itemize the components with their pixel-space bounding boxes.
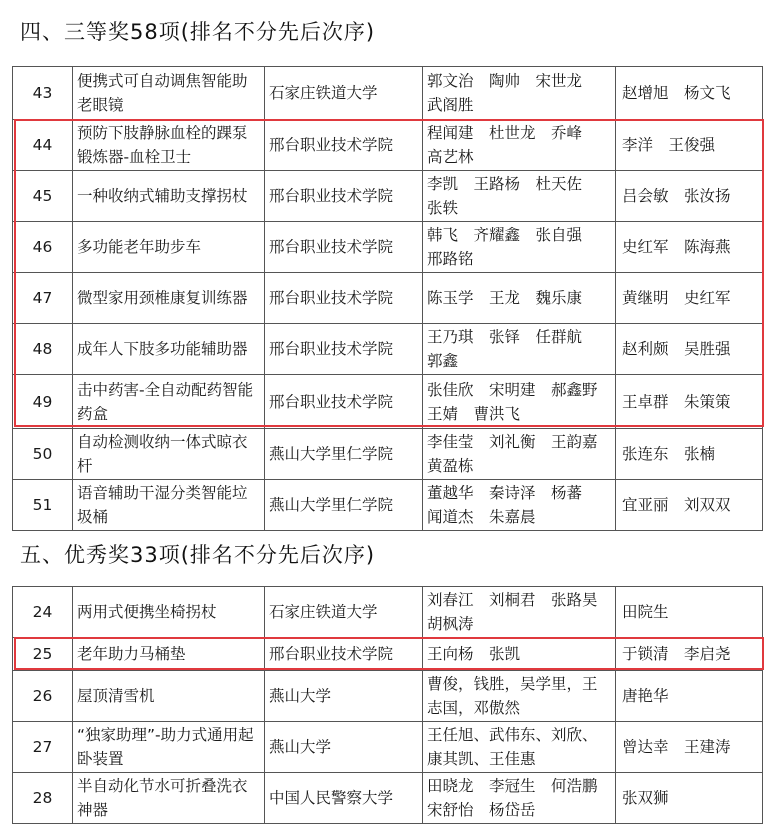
table-row (13, 773, 763, 824)
advisors: 李洋 王俊强 (616, 120, 763, 171)
school-name: 燕山大学 (265, 671, 423, 722)
team-members: 王乃琪 张铎 任群航 郭鑫 (423, 324, 616, 375)
school-name: 邢台职业技术学院 (265, 324, 423, 375)
project-name: 自动检测收纳一体式晾衣杆 (73, 429, 265, 480)
table-row (13, 273, 763, 324)
award-number: 25 (13, 638, 73, 671)
school-name: 邢台职业技术学院 (265, 222, 423, 273)
school-name: 燕山大学里仁学院 (265, 429, 423, 480)
advisors: 黄继明 史红军 (616, 273, 763, 324)
project-name: 成年人下肢多功能辅助器 (73, 324, 265, 375)
section-3-heading: 四、三等奖58项(排名不分先后次序) (20, 20, 376, 44)
section-5-heading: 五、优秀奖33项(排名不分先后次序) (20, 543, 376, 567)
advisors: 张双狮 (616, 773, 763, 824)
team-members: 李凯 王路杨 杜天佐 张轶 (423, 171, 616, 222)
table-row (13, 587, 763, 638)
project-name: 语音辅助干湿分类智能垃圾桶 (73, 480, 265, 531)
project-name: “独家助理”-助力式通用起卧装置 (73, 722, 265, 773)
advisors: 史红军 陈海燕 (616, 222, 763, 273)
project-name: 便携式可自动调焦智能助老眼镜 (73, 67, 265, 120)
table-row (13, 67, 763, 120)
school-name: 邢台职业技术学院 (265, 638, 423, 671)
team-members: 张佳欣 宋明建 郝鑫野 王婧 曹洪飞 (423, 375, 616, 429)
school-name: 中国人民警察大学 (265, 773, 423, 824)
table-row (13, 480, 763, 531)
advisors: 张连东 张楠 (616, 429, 763, 480)
award-number: 47 (13, 273, 73, 324)
project-name: 击中药害-全自动配药智能药盒 (73, 375, 265, 429)
school-name: 石家庄铁道大学 (265, 587, 423, 638)
table-row (13, 222, 763, 273)
team-members: 韩飞 齐耀鑫 张自强 邢路铭 (423, 222, 616, 273)
project-name: 多功能老年助步车 (73, 222, 265, 273)
award-number: 46 (13, 222, 73, 273)
table-row (13, 171, 763, 222)
third-prize-table (12, 66, 763, 531)
team-members: 陈玉学 王龙 魏乐康 (423, 273, 616, 324)
table-row (13, 638, 763, 671)
project-name: 微型家用颈椎康复训练器 (73, 273, 265, 324)
award-number: 45 (13, 171, 73, 222)
table-row (13, 722, 763, 773)
excellence-prize-table (12, 586, 763, 824)
award-number: 48 (13, 324, 73, 375)
team-members: 王向杨 张凯 (423, 638, 616, 671)
table-row (13, 429, 763, 480)
table-row (13, 375, 763, 429)
advisors: 田院生 (616, 587, 763, 638)
award-number: 49 (13, 375, 73, 429)
award-number: 43 (13, 67, 73, 120)
award-number: 50 (13, 429, 73, 480)
team-members: 曹俊，钱胜，吴学里，王志国，邓傲然 (423, 671, 616, 722)
school-name: 燕山大学 (265, 722, 423, 773)
project-name: 老年助力马桶垫 (73, 638, 265, 671)
table-row (13, 120, 763, 171)
table-row (13, 671, 763, 722)
advisors: 宜亚丽 刘双双 (616, 480, 763, 531)
school-name: 邢台职业技术学院 (265, 171, 423, 222)
award-number: 24 (13, 587, 73, 638)
project-name: 屋顶清雪机 (73, 671, 265, 722)
team-members: 董越华 秦诗泽 杨蕃 闻道杰 朱嘉晨 (423, 480, 616, 531)
award-number: 44 (13, 120, 73, 171)
advisors: 赵增旭 杨文飞 (616, 67, 763, 120)
award-number: 51 (13, 480, 73, 531)
advisors: 曾达幸 王建涛 (616, 722, 763, 773)
team-members: 程闻建 杜世龙 乔峰 高艺林 (423, 120, 616, 171)
award-number: 26 (13, 671, 73, 722)
project-name: 两用式便携坐椅拐杖 (73, 587, 265, 638)
team-members: 王任旭、武伟东、刘欣、康其凯、王佳惠 (423, 722, 616, 773)
school-name: 石家庄铁道大学 (265, 67, 423, 120)
award-number: 27 (13, 722, 73, 773)
advisors: 于锁清 李启尧 (616, 638, 763, 671)
advisors: 唐艳华 (616, 671, 763, 722)
team-members: 刘春江 刘桐君 张路昊 胡枫涛 (423, 587, 616, 638)
team-members: 田晓龙 李冠生 何浩鹏 宋舒怡 杨岱岳 (423, 773, 616, 824)
advisors: 吕会敏 张汝扬 (616, 171, 763, 222)
school-name: 燕山大学里仁学院 (265, 480, 423, 531)
team-members: 李佳莹 刘礼衡 王韵嘉 黄盈栋 (423, 429, 616, 480)
project-name: 半自动化节水可折叠洗衣神器 (73, 773, 265, 824)
advisors: 赵利颇 吴胜强 (616, 324, 763, 375)
school-name: 邢台职业技术学院 (265, 375, 423, 429)
award-number: 28 (13, 773, 73, 824)
table-row (13, 324, 763, 375)
team-members: 郭文治 陶帅 宋世龙 武阁胜 (423, 67, 616, 120)
school-name: 邢台职业技术学院 (265, 120, 423, 171)
project-name: 一种收纳式辅助支撑拐杖 (73, 171, 265, 222)
project-name: 预防下肢静脉血栓的踝泵锻炼器-血栓卫士 (73, 120, 265, 171)
school-name: 邢台职业技术学院 (265, 273, 423, 324)
advisors: 王卓群 朱策策 (616, 375, 763, 429)
